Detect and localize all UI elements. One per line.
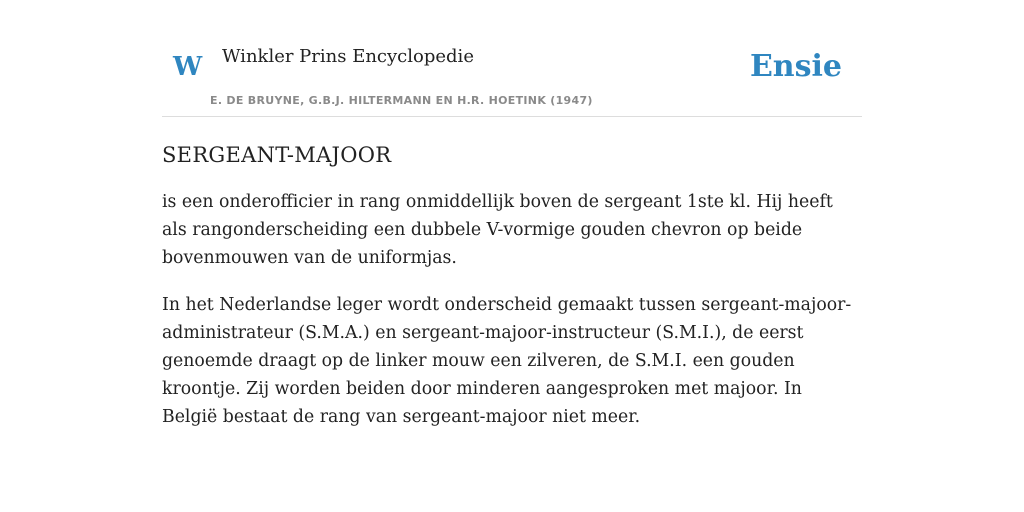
- publication-logo[interactable]: W: [173, 52, 203, 82]
- ensie-logo[interactable]: Ensie: [749, 49, 842, 84]
- article-title: SERGEANT-MAJOOR: [162, 143, 392, 167]
- article-page: [162, 0, 862, 431]
- publication-title[interactable]: Winkler Prins Encyclopedie: [222, 46, 474, 67]
- publication-authors: E. DE BRUYNE, G.B.J. HILTERMANN EN H.R. HOETINK (1947): [210, 94, 593, 107]
- article-paragraph: In het Nederlandse leger wordt onderscheid gemaakt tussen sergeant-majoor-administrateur (S.M.A.) en sergeant-majoor-instructeur (S.M.I.), de eerst genoemde draagt op de linker mouw een zilveren, de S.M.I. een gouden kroontje. Zij worden beiden door minderen aangesproken met majoor. In België bestaat de rang van sergeant-majoor niet meer.: [162, 295, 852, 427]
- article-paragraph: is een onderofficier in rang onmiddellijk boven de sergeant 1ste kl. Hij heeft als rangonderscheiding een dubbele V-vormige gouden chevron op beide bovenmouwen van de uniformjas.: [162, 192, 833, 268]
- publication-header: [162, 0, 862, 117]
